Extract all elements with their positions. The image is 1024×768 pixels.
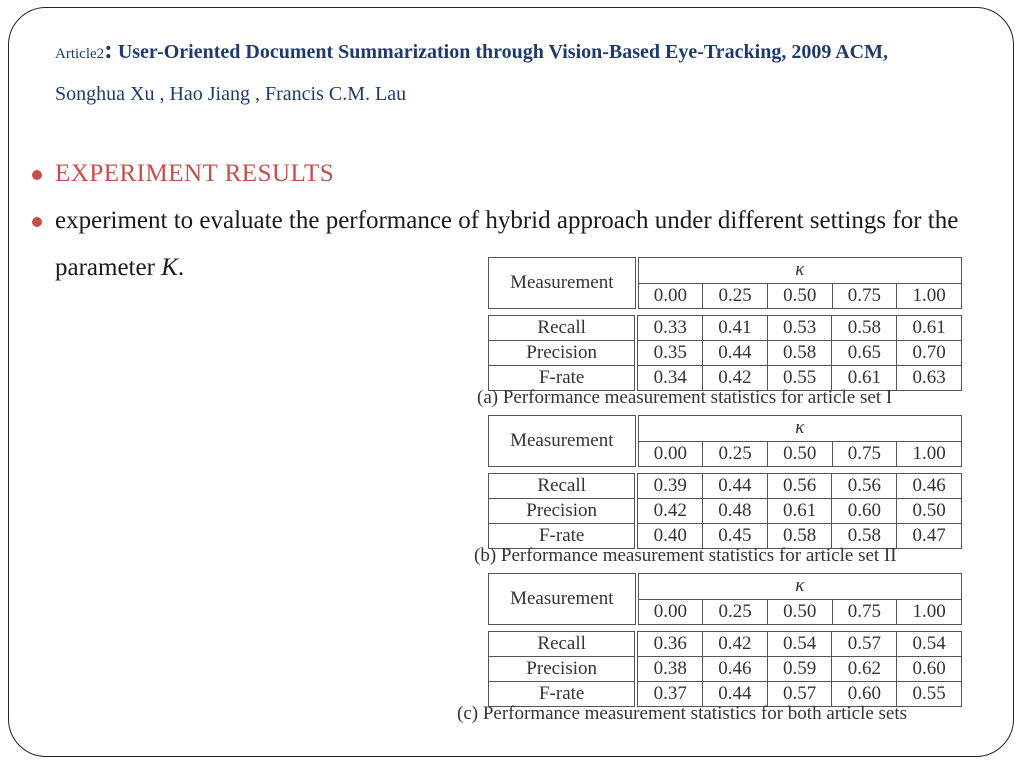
table-row — [489, 632, 962, 657]
cell: 0.61 — [897, 316, 962, 341]
cell: 0.57 — [767, 682, 832, 707]
kappa-value: 0.00 — [637, 599, 703, 625]
cell: 0.42 — [703, 366, 768, 391]
cell: 0.40 — [636, 524, 702, 549]
kappa-value: 1.00 — [897, 283, 962, 309]
header-table — [488, 415, 962, 467]
measurement-header: Measurement — [489, 574, 637, 625]
cell: 0.46 — [897, 474, 962, 499]
bullet-dot-icon — [32, 217, 42, 227]
cell: 0.37 — [636, 682, 702, 707]
title-colon: : — [104, 35, 113, 64]
row-label: Precision — [489, 657, 637, 682]
table-row — [489, 341, 962, 366]
table-row — [489, 499, 962, 524]
cell: 0.44 — [703, 682, 768, 707]
article-label: Article2 — [55, 46, 105, 62]
kappa-header: κ — [637, 574, 962, 600]
body-table — [488, 631, 962, 707]
cell: 0.61 — [767, 499, 832, 524]
kappa-value: 0.00 — [637, 441, 703, 467]
cell: 0.60 — [832, 682, 897, 707]
table-row — [489, 316, 962, 341]
kappa-header: κ — [637, 416, 962, 442]
cell: 0.47 — [897, 524, 962, 549]
cell: 0.56 — [767, 474, 832, 499]
header-table — [488, 573, 962, 625]
bullet-dot-icon — [32, 170, 42, 180]
table-row — [489, 657, 962, 682]
cell: 0.60 — [897, 657, 962, 682]
row-label: Precision — [489, 341, 637, 366]
cell: 0.42 — [703, 632, 768, 657]
cell: 0.50 — [897, 499, 962, 524]
cell: 0.36 — [636, 632, 702, 657]
kappa-value: 0.50 — [767, 599, 832, 625]
bullet-period: . — [177, 254, 185, 281]
cell: 0.56 — [832, 474, 897, 499]
cell: 0.59 — [767, 657, 832, 682]
body-table — [488, 473, 962, 549]
kappa-value: 0.50 — [767, 283, 832, 309]
kappa-value: 0.75 — [832, 283, 897, 309]
kappa-value: 0.75 — [832, 441, 897, 467]
cell: 0.34 — [636, 366, 702, 391]
kappa-value: 1.00 — [897, 599, 962, 625]
cell: 0.58 — [832, 524, 897, 549]
kappa-value: 0.25 — [703, 441, 768, 467]
cell: 0.61 — [832, 366, 897, 391]
kappa-value: 0.75 — [832, 599, 897, 625]
table-caption-c: (c) Performance measurement statistics for both article sets — [457, 703, 908, 724]
cell: 0.44 — [703, 341, 768, 366]
cell: 0.55 — [897, 682, 962, 707]
row-label: Recall — [489, 474, 637, 499]
slide-title — [55, 30, 955, 114]
cell: 0.35 — [636, 341, 702, 366]
cell: 0.46 — [703, 657, 768, 682]
cell: 0.39 — [636, 474, 702, 499]
table-caption-b: (b) Performance measurement statistics for article set II — [474, 545, 897, 566]
header-table — [488, 257, 962, 309]
cell: 0.70 — [897, 341, 962, 366]
cell: 0.42 — [636, 499, 702, 524]
cell: 0.60 — [832, 499, 897, 524]
cell: 0.53 — [767, 316, 832, 341]
cell: 0.58 — [832, 316, 897, 341]
cell: 0.58 — [767, 341, 832, 366]
cell: 0.62 — [832, 657, 897, 682]
parameter-k: K — [161, 254, 178, 281]
row-label: Recall — [489, 316, 637, 341]
cell: 0.55 — [767, 366, 832, 391]
bullet-heading — [32, 150, 992, 197]
kappa-value: 0.00 — [637, 283, 703, 309]
cell: 0.33 — [636, 316, 702, 341]
cell: 0.41 — [703, 316, 768, 341]
paper-title: User-Oriented Document Summarization through Vision-Based Eye-Tracking, 2009 ACM, — [117, 41, 888, 63]
row-label: F-rate — [489, 682, 637, 707]
table-caption-a: (a) Performance measurement statistics for article set I — [477, 387, 893, 408]
cell: 0.54 — [767, 632, 832, 657]
kappa-header: κ — [637, 258, 962, 284]
row-label: Precision — [489, 499, 637, 524]
cell: 0.48 — [703, 499, 768, 524]
cell: 0.58 — [767, 524, 832, 549]
row-label: Recall — [489, 632, 637, 657]
kappa-value: 0.25 — [703, 283, 768, 309]
stats-table-a — [488, 257, 962, 391]
kappa-value: 0.25 — [703, 599, 768, 625]
cell: 0.57 — [832, 632, 897, 657]
cell: 0.63 — [897, 366, 962, 391]
cell: 0.45 — [703, 524, 768, 549]
stats-table-c — [488, 573, 962, 707]
stats-table-b — [488, 415, 962, 549]
bullet-description-text: experiment to evaluate the performance of hybrid approach under different settings for the parameter — [55, 207, 959, 281]
body-table — [488, 315, 962, 391]
table-row — [489, 474, 962, 499]
cell: 0.44 — [703, 474, 768, 499]
paper-authors: Songhua Xu , Hao Jiang , Francis C.M. Lau — [55, 83, 407, 105]
cell: 0.65 — [832, 341, 897, 366]
bullet-heading-text: EXPERIMENT RESULTS — [55, 160, 335, 187]
row-label: F-rate — [489, 366, 637, 391]
measurement-header: Measurement — [489, 258, 637, 309]
row-label: F-rate — [489, 524, 637, 549]
kappa-value: 1.00 — [897, 441, 962, 467]
cell: 0.38 — [636, 657, 702, 682]
kappa-value: 0.50 — [767, 441, 832, 467]
cell: 0.54 — [897, 632, 962, 657]
measurement-header: Measurement — [489, 416, 637, 467]
